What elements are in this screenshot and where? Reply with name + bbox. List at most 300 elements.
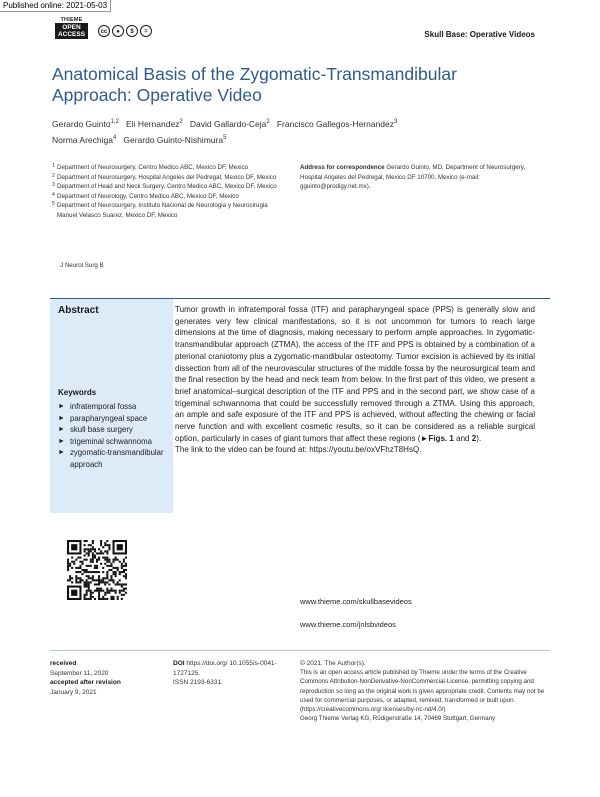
qr-module [104, 542, 106, 544]
qr-module [81, 563, 83, 565]
qr-module [104, 592, 106, 594]
qr-module [84, 571, 86, 573]
footer-rule [50, 650, 550, 651]
qr-module [88, 598, 90, 600]
qr-module [110, 575, 112, 577]
fig-reference[interactable]: ►Figs. 1 [420, 433, 454, 443]
qr-module [98, 579, 100, 581]
qr-module [113, 571, 115, 573]
qr-module [92, 552, 94, 554]
keywords-heading: Keywords [58, 388, 97, 397]
qr-module [96, 571, 98, 573]
qr-module [108, 590, 110, 592]
author: Eli Hernandez$^2$ [126, 118, 183, 129]
qr-module [108, 569, 110, 571]
qr-module [88, 586, 90, 588]
qr-module [84, 598, 86, 600]
qr-module [92, 557, 94, 559]
qr-module [113, 579, 115, 581]
qr-module [90, 596, 92, 598]
qr-module [104, 577, 106, 579]
qr-module [94, 550, 96, 552]
qr-module [100, 579, 102, 581]
qr-module [86, 590, 88, 592]
qr-module [86, 579, 88, 581]
qr-module [67, 563, 69, 565]
qr-module [102, 579, 104, 581]
qr-module [88, 577, 90, 579]
qr-module [121, 565, 123, 567]
qr-module [113, 598, 115, 600]
qr-module [115, 567, 117, 569]
arrow-right-icon: ► [58, 414, 65, 422]
qr-module [106, 565, 108, 567]
qr-module [86, 559, 88, 561]
qr-module [73, 561, 75, 563]
qr-module [96, 552, 98, 554]
qr-module [106, 575, 108, 577]
qr-module [92, 575, 94, 577]
author: Norma Arechiga$^4$ [52, 134, 117, 145]
license-text: This is an open access article published by Thieme under the terms of the Creative Commons Attribution-NonDerivative-NonCommercial-License, permitting copying and reproduction so long as the original work is given appropriate credit. Contents may not be used for commercial purposes, or adapted, remixed, transformed or built upon. (https://creativecommons.org/ licenses/by-nc-nd/4.0/) [300, 669, 545, 714]
by-icon: ● [112, 25, 124, 37]
qr-module [110, 579, 112, 581]
qr-module [86, 594, 88, 596]
qr-module [98, 557, 100, 559]
qr-module [113, 567, 115, 569]
qr-module [94, 590, 96, 592]
qr-module [110, 569, 112, 571]
qr-module [104, 557, 106, 559]
qr-module [117, 581, 119, 583]
qr-module [113, 573, 115, 575]
logo-thieme-text: THIEME [60, 17, 83, 23]
qr-module [92, 542, 94, 544]
qr-module [110, 598, 112, 600]
qr-module [92, 559, 94, 561]
qr-module [115, 559, 117, 561]
qr-module [84, 596, 86, 598]
qr-module [119, 579, 121, 581]
qr-module [108, 583, 110, 585]
qr-module [102, 546, 104, 548]
qr-module [84, 583, 86, 585]
keyword-item: ► parapharyngeal space [58, 413, 148, 423]
qr-module [119, 571, 121, 573]
skullbase-videos-link[interactable]: www.thieme.com/skullbasevideos [300, 597, 412, 606]
qr-module [125, 573, 127, 575]
keyword-item: ► infratemporal fossa [58, 402, 137, 411]
qr-module [110, 590, 112, 592]
qr-module [98, 592, 100, 594]
qr-module [119, 590, 121, 592]
qr-module [77, 567, 79, 569]
logo-open-access-text: OPEN ACCESS [55, 23, 88, 39]
qr-module [104, 598, 106, 600]
qr-module [88, 575, 90, 577]
qr-module [84, 548, 86, 550]
doi-link[interactable]: https://doi.org/ 10.1055/s-0041-1727125. [173, 660, 277, 677]
qr-module [86, 583, 88, 585]
keyword-item: ► trigeminal schwannoma [58, 436, 152, 446]
qr-module [88, 548, 90, 550]
abstract-paragraph: Tumor growth in infratemporal fossa (ITF) and parapharyngeal space (PPS) is generally slow and generates very few clinical manifestations, so it is not uncommon for tumors to reach large dimensions at the time of diagnosis, making necessary to perform ample approaches. In zygomatic-transmandibular approach (ZTMA), the access of the ITF and PPS is obtained by a combination of a pterional craniotomy plus a zygomatic-mandibular osteotomy. Tumor excision is achieved by its initial dissection from all of the neurovascular structures of the middle fossa by the neurosurgical team and the final resection by the head and neck team from below. In the first part of this video, we present a brief anatomical–surgical description of the ITF and PPS and in the second part, we show case of a trigeminal schwannoma that could be successfully removed through a ZTMA. Using this approach, an ample and safe exposure of the ITF and PPS is achieved, without affecting the chewing or facial nerve function and with excellent cosmetic results, so it can be considered as a reliable surgical option, particularly in cases of giant tumors that affect these regions (►Figs. 1 and 2). [175, 305, 535, 443]
qr-module [77, 581, 79, 583]
qr-module [117, 567, 119, 569]
qr-module [121, 598, 123, 600]
qr-module [86, 565, 88, 567]
qr-module [90, 544, 92, 546]
accepted-label: accepted after revision [50, 679, 121, 686]
qr-module [79, 565, 81, 567]
qr-module [84, 559, 86, 561]
journal-title: Skull Base: Operative Videos [424, 30, 535, 39]
qr-module [92, 561, 94, 563]
qr-module [125, 565, 127, 567]
qr-module [100, 598, 102, 600]
qr-module [79, 571, 81, 573]
qr-module [71, 557, 73, 559]
qr-module [102, 596, 104, 598]
qr-module [84, 569, 86, 571]
author: Gerardo Guinto-Nishimura$^5$ [123, 134, 227, 145]
qr-module [75, 577, 77, 579]
qr-module [88, 554, 90, 556]
qr-module [88, 544, 90, 546]
qr-module [125, 577, 127, 579]
qr-module [73, 563, 75, 565]
qr-module [90, 559, 92, 561]
correspondence [300, 163, 540, 192]
qr-module [96, 579, 98, 581]
qr-module [110, 596, 112, 598]
qr-module [106, 573, 108, 575]
qr-module [104, 544, 106, 546]
qr-module [86, 598, 88, 600]
qr-module [106, 581, 108, 583]
article-dates [50, 659, 160, 697]
qr-module [94, 554, 96, 556]
qr-module [94, 571, 96, 573]
qr-module [84, 554, 86, 556]
qr-module [123, 561, 125, 563]
qr-module [100, 544, 102, 546]
qr-module [86, 586, 88, 588]
qr-module [110, 565, 112, 567]
qr-code-icon [67, 540, 127, 600]
qr-module [69, 579, 71, 581]
qr-module [79, 577, 81, 579]
qr-module [121, 583, 123, 585]
qr-module [123, 559, 125, 561]
qr-module [102, 590, 104, 592]
qr-module [98, 581, 100, 583]
qr-module [121, 571, 123, 573]
keyword-item: ► skull base surgery [58, 425, 133, 434]
qr-module [92, 579, 94, 581]
qr-module [67, 567, 69, 569]
qr-module [102, 598, 104, 600]
qr-module [104, 563, 106, 565]
qr-module [100, 581, 102, 583]
qr-module [90, 581, 92, 583]
qr-module [125, 592, 127, 594]
qr-module [108, 544, 110, 546]
qr-module [115, 557, 117, 559]
qr-module [77, 577, 79, 579]
qr-module [125, 563, 127, 565]
qr-module [96, 567, 98, 569]
qr-module [104, 559, 106, 561]
qr-module [84, 581, 86, 583]
affiliation-item: 4 Department of Neurology, Centro Medico ABC, Mexico DF, Mexico [52, 191, 239, 200]
arrow-right-icon: ► [58, 403, 65, 410]
qr-module [69, 575, 71, 577]
article-title: Anatomical Basis of the Zygomatic-Transmandibular Approach: Operative Video [52, 64, 457, 105]
qr-module [90, 598, 92, 600]
correspondence-text: Gerardo Guinto, MD, Department of Neurosurgery, Hospital Angeles del Pedregal, Mexico DF 10700, Mexico (e-mail: gguinto@prodigy.net.mx). [300, 164, 526, 191]
qr-module [125, 557, 127, 559]
qr-module [108, 548, 110, 550]
qr-module [104, 550, 106, 552]
accepted-date: January 9, 2021 [50, 688, 97, 696]
qr-module [92, 596, 94, 598]
qr-module [96, 559, 98, 561]
qr-module [123, 569, 125, 571]
qr-module [98, 588, 100, 590]
qr-module [98, 598, 100, 600]
qr-module [115, 583, 117, 585]
qr-module [106, 561, 108, 563]
affiliation-item: 2 Department of Neurosurgery, Hospital Angeles del Pedregal, Mexico DF, Mexico [52, 172, 277, 181]
qr-module [94, 565, 96, 567]
affiliation-item: 5 Department of Neurosurgery, Instituto Nacional de Neurologia y Neurocirugia Manuel Velasco Suarez, Mexico DF, Mexico [52, 201, 268, 219]
keywords-list [58, 401, 170, 470]
qr-module [102, 552, 104, 554]
copyright: © 2021. The Author(s). [300, 660, 366, 667]
qr-module [86, 540, 88, 542]
author: David Gallardo-Ceja$^2$ [189, 118, 270, 129]
qr-module [92, 571, 94, 573]
qr-module [92, 548, 94, 550]
qr-module [123, 594, 125, 596]
qr-module [98, 571, 100, 573]
qr-module [81, 579, 83, 581]
qr-module [90, 548, 92, 550]
qr-module [67, 569, 69, 571]
qr-module [94, 557, 96, 559]
qr-module [92, 577, 94, 579]
qr-module [90, 592, 92, 594]
qr-module [108, 565, 110, 567]
publisher-address: Georg Thieme Verlag KG, Rüdigerstraße 14, 70469 Stuttgart, Germany [300, 715, 496, 723]
affiliation-item: 3 Department of Head and Neck Surgery, Centro Medico ABC, Mexico DF, Mexico [52, 182, 277, 191]
qr-module [98, 575, 100, 577]
qr-module [92, 546, 94, 548]
qr-module [79, 567, 81, 569]
abstract-body [175, 304, 535, 456]
qr-module [98, 552, 100, 554]
qr-module [106, 588, 108, 590]
qr-module [115, 575, 117, 577]
qr-module [90, 594, 92, 596]
qr-module [115, 573, 117, 575]
qr-module [84, 544, 86, 546]
qr-finder-pattern [71, 590, 77, 596]
video-link-line[interactable]: The link to the video can be found at: https://youtu.be/oxVFhzT8HsQ. [175, 445, 422, 455]
qr-module [94, 598, 96, 600]
qr-module [102, 571, 104, 573]
qr-module [88, 571, 90, 573]
qr-module [106, 544, 108, 546]
qr-module [67, 561, 69, 563]
qr-module [75, 559, 77, 561]
qr-module [106, 550, 108, 552]
qr-module [108, 579, 110, 581]
qr-module [98, 583, 100, 585]
qr-module [81, 569, 83, 571]
qr-module [123, 575, 125, 577]
jnlsb-videos-link[interactable]: www.thieme.com/jnlsbvideos [300, 620, 396, 629]
qr-module [106, 559, 108, 561]
qr-module [67, 559, 69, 561]
qr-module [119, 583, 121, 585]
qr-module [69, 577, 71, 579]
qr-module [86, 548, 88, 550]
qr-module [106, 598, 108, 600]
qr-module [90, 565, 92, 567]
qr-module [98, 594, 100, 596]
qr-module [84, 540, 86, 542]
qr-module [108, 546, 110, 548]
doi-block [173, 659, 293, 688]
qr-module [123, 583, 125, 585]
qr-module [102, 557, 104, 559]
qr-module [104, 581, 106, 583]
qr-module [98, 577, 100, 579]
qr-module [121, 563, 123, 565]
qr-module [119, 592, 121, 594]
fig-reference-2[interactable]: 2 [471, 433, 477, 443]
qr-module [84, 594, 86, 596]
qr-module [117, 596, 119, 598]
qr-module [71, 561, 73, 563]
qr-module [121, 590, 123, 592]
qr-module [71, 577, 73, 579]
qr-module [75, 581, 77, 583]
qr-module [90, 590, 92, 592]
qr-module [117, 583, 119, 585]
qr-module [79, 581, 81, 583]
qr-module [108, 559, 110, 561]
qr-finder-pattern [71, 544, 77, 550]
qr-module [92, 554, 94, 556]
qr-module [67, 565, 69, 567]
qr-module [96, 583, 98, 585]
cc-icon: cc [98, 25, 110, 37]
qr-module [98, 596, 100, 598]
qr-module [106, 592, 108, 594]
qr-module [81, 573, 83, 575]
qr-module [100, 588, 102, 590]
qr-module [96, 590, 98, 592]
keyword-item: ► zygomatic-transmandibular approach [58, 448, 164, 469]
thieme-open-access-logo [55, 17, 88, 43]
qr-module [121, 594, 123, 596]
qr-module [113, 590, 115, 592]
qr-module [117, 598, 119, 600]
qr-module [86, 592, 88, 594]
qr-module [106, 590, 108, 592]
qr-module [94, 579, 96, 581]
qr-module [69, 565, 71, 567]
qr-module [98, 590, 100, 592]
qr-module [102, 567, 104, 569]
qr-module [123, 565, 125, 567]
qr-module [75, 579, 77, 581]
qr-module [79, 557, 81, 559]
qr-module [75, 571, 77, 573]
qr-module [86, 569, 88, 571]
qr-module [88, 590, 90, 592]
qr-module [75, 567, 77, 569]
arrow-right-icon: ► [58, 426, 65, 433]
qr-module [115, 590, 117, 592]
qr-module [86, 581, 88, 583]
qr-module [115, 592, 117, 594]
qr-module [106, 577, 108, 579]
qr-module [106, 540, 108, 542]
qr-module [86, 552, 88, 554]
arrow-right-icon: ► [58, 437, 65, 445]
qr-module [108, 561, 110, 563]
qr-module [125, 569, 127, 571]
qr-module [69, 563, 71, 565]
qr-module [123, 590, 125, 592]
qr-module [119, 573, 121, 575]
qr-module [90, 550, 92, 552]
qr-module [84, 586, 86, 588]
qr-module [94, 567, 96, 569]
license-block [300, 659, 550, 723]
published-online-stamp: Published online: 2021-05-03 [0, 0, 111, 12]
qr-module [106, 552, 108, 554]
qr-module [104, 594, 106, 596]
abstract-heading: Abstract [58, 305, 99, 316]
qr-module [115, 571, 117, 573]
abstract-top-rule [50, 298, 550, 299]
qr-module [113, 559, 115, 561]
qr-module [84, 550, 86, 552]
nd-icon: = [140, 25, 152, 37]
qr-module [90, 561, 92, 563]
qr-module [67, 579, 69, 581]
author-list [52, 115, 492, 147]
qr-module [98, 559, 100, 561]
qr-module [77, 571, 79, 573]
qr-module [86, 571, 88, 573]
qr-module [110, 588, 112, 590]
qr-module [113, 596, 115, 598]
qr-module [100, 563, 102, 565]
qr-module [94, 583, 96, 585]
qr-module [98, 548, 100, 550]
qr-module [88, 550, 90, 552]
qr-module [100, 590, 102, 592]
qr-module [86, 575, 88, 577]
issn: ISSN 2193-6331. [173, 679, 223, 686]
qr-module [110, 563, 112, 565]
